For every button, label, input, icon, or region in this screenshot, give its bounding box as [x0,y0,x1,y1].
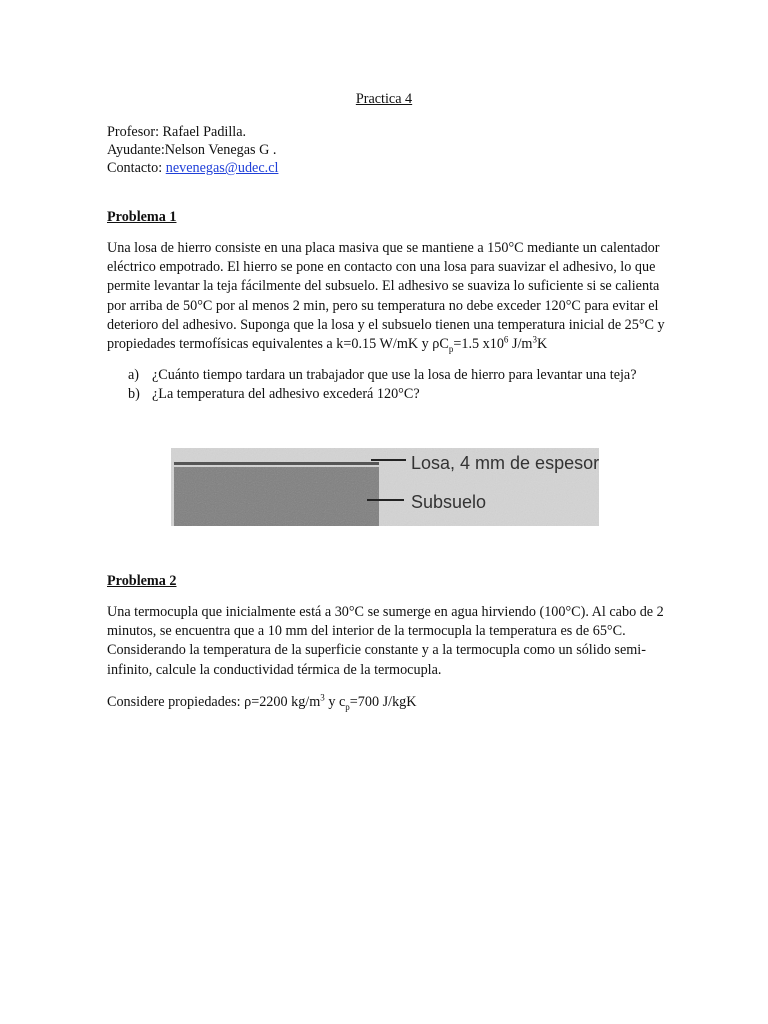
losa-label: Losa, 4 mm de espesor [411,453,599,473]
problem1-heading: Problema 1 [107,209,177,225]
problem1-statement [107,239,667,354]
contacto-label: Contacto: [107,160,166,176]
rhocp-value: =1.5 x10 [453,336,504,353]
exponent: 6 [503,334,509,345]
contacto-line [107,159,278,177]
problem2-properties [107,693,417,711]
props-exponent: 3 [320,692,325,703]
units-exponent: 3 [532,334,537,345]
contact-email-link[interactable]: nevenegas@udec.cl [165,160,279,176]
props-rho: Considere propiedades: ρ=2200 kg/m [107,694,321,710]
question-marker: b) [128,386,140,402]
question-text: ¿Cuánto tiempo tardara un trabajador que use la losa de hierro para levantar una teja? [152,367,637,383]
question-marker: a) [128,367,140,383]
slab-figure [171,448,599,526]
props-cp-value: =700 J/kgK [349,694,417,710]
slab-diagram [171,448,599,526]
cp-subscript: p [448,343,454,354]
question-item [128,385,637,404]
props-cp: y c [324,694,346,710]
question-item [128,366,637,385]
props-subscript: p [345,701,350,712]
subsuelo-label: Subsuelo [411,492,487,512]
losa-layer [174,462,379,465]
ayudante-line: Ayudante:Nelson Venegas G . [107,142,277,158]
units-text: J/m [508,336,533,353]
problem1-questions [128,366,637,404]
profesor-line: Profesor: Rafael Padilla. [107,124,247,140]
problem2-statement: Una termocupla que inicialmente está a 30°C se sumerge en agua hirviendo (100°C). Al cabo de 2 minutos, se encuentra que a 10 mm del interior de la termocupla la temperatura es de 65°C. Considerando la temperatura de la superficie constante y a la termocupla como un sólido semi-infinito, calcule la conductividad térmica de la termocupla. [107,604,664,678]
question-text: ¿La temperatura del adhesivo excederá 120°C? [152,386,420,402]
subsuelo-texture [174,467,379,526]
page-title: Practica 4 [355,91,413,107]
problem2-heading: Problema 2 [107,573,177,589]
problem1-text: Una losa de hierro consiste en una placa masiva que se mantiene a 150°C mediante un calentador eléctrico empotrado. El hierro se pone en contacto con una losa para suavizar el adhesivo, lo que permite levantar la teja fácilmente del subsuelo. El adhesivo se suaviza lo suficiente si se calienta por arriba de 50°C por al menos 2 min, pero su temperatura no debe exceder 120°C para evitar el deterioro del adhesivo. Suponga que la losa y el subsuelo tienen una temperatura inicial de 25°C y propiedades termofísicas equivalentes a k=0.15 W/mK y ρC [107,240,665,353]
units-end: K [536,336,548,353]
staff-info [107,123,278,177]
